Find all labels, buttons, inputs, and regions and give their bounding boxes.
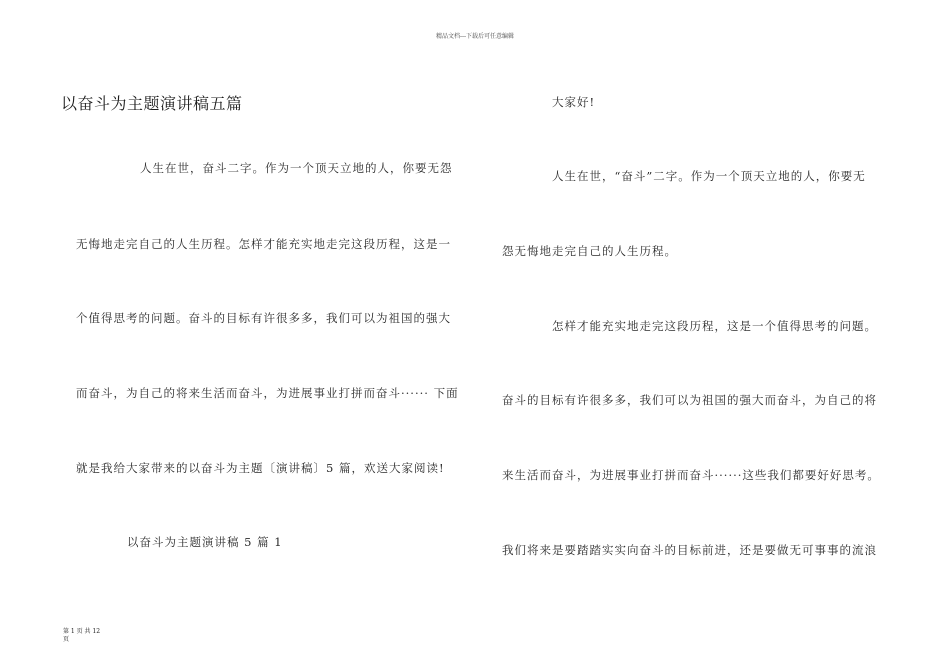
- paragraph-line: 无悔地走完自己的人生历程。怎样才能充实地走完这段历程，这是一: [76, 237, 451, 251]
- document-title: 以奋斗为主题演讲稿五篇: [61, 94, 243, 113]
- page-number: [63, 628, 100, 644]
- paragraph-line: 怎样才能充实地走完这段历程，这是一个值得思考的问题。: [552, 319, 877, 333]
- paragraph-line: 来生活而奋斗，为进展事业打拼而奋斗······这些我们都要好好思考。: [502, 468, 880, 482]
- page-header: 精品文档---下载后可任意编辑: [435, 33, 515, 40]
- paragraph-line: 怨无悔地走完自己的人生历程。: [502, 244, 677, 258]
- paragraph-line: 个值得思考的问题。奋斗的目标有许很多多，我们可以为祖国的强大: [76, 311, 451, 325]
- page-number-line: 第 1 页 共 12: [63, 628, 101, 635]
- page-number-line: 页: [63, 636, 70, 643]
- greeting-line: 大家好!: [552, 95, 596, 109]
- paragraph-line: 人生在世，“奋斗”二字。作为一个顶天立地的人，你要无: [552, 169, 866, 183]
- paragraph-line: 人生在世，奋斗二字。作为一个顶天立地的人，你要无怨: [140, 161, 453, 175]
- paragraph-line: 奋斗的目标有许很多多，我们可以为祖国的强大而奋斗，为自己的将: [502, 393, 877, 407]
- paragraph-line: 而奋斗，为自己的将来生活而奋斗，为进展事业打拼而奋斗······ 下面: [76, 386, 459, 400]
- paragraph-line: 我们将来是要踏踏实实向奋斗的目标前进，还是要做无可事事的流浪: [502, 543, 877, 557]
- paragraph-line: 就是我给大家带来的以奋斗为主题〔演讲稿〕5 篇，欢送大家阅读!: [76, 461, 445, 475]
- section-heading: 以奋斗为主题演讲稿 5 篇 1: [127, 535, 283, 549]
